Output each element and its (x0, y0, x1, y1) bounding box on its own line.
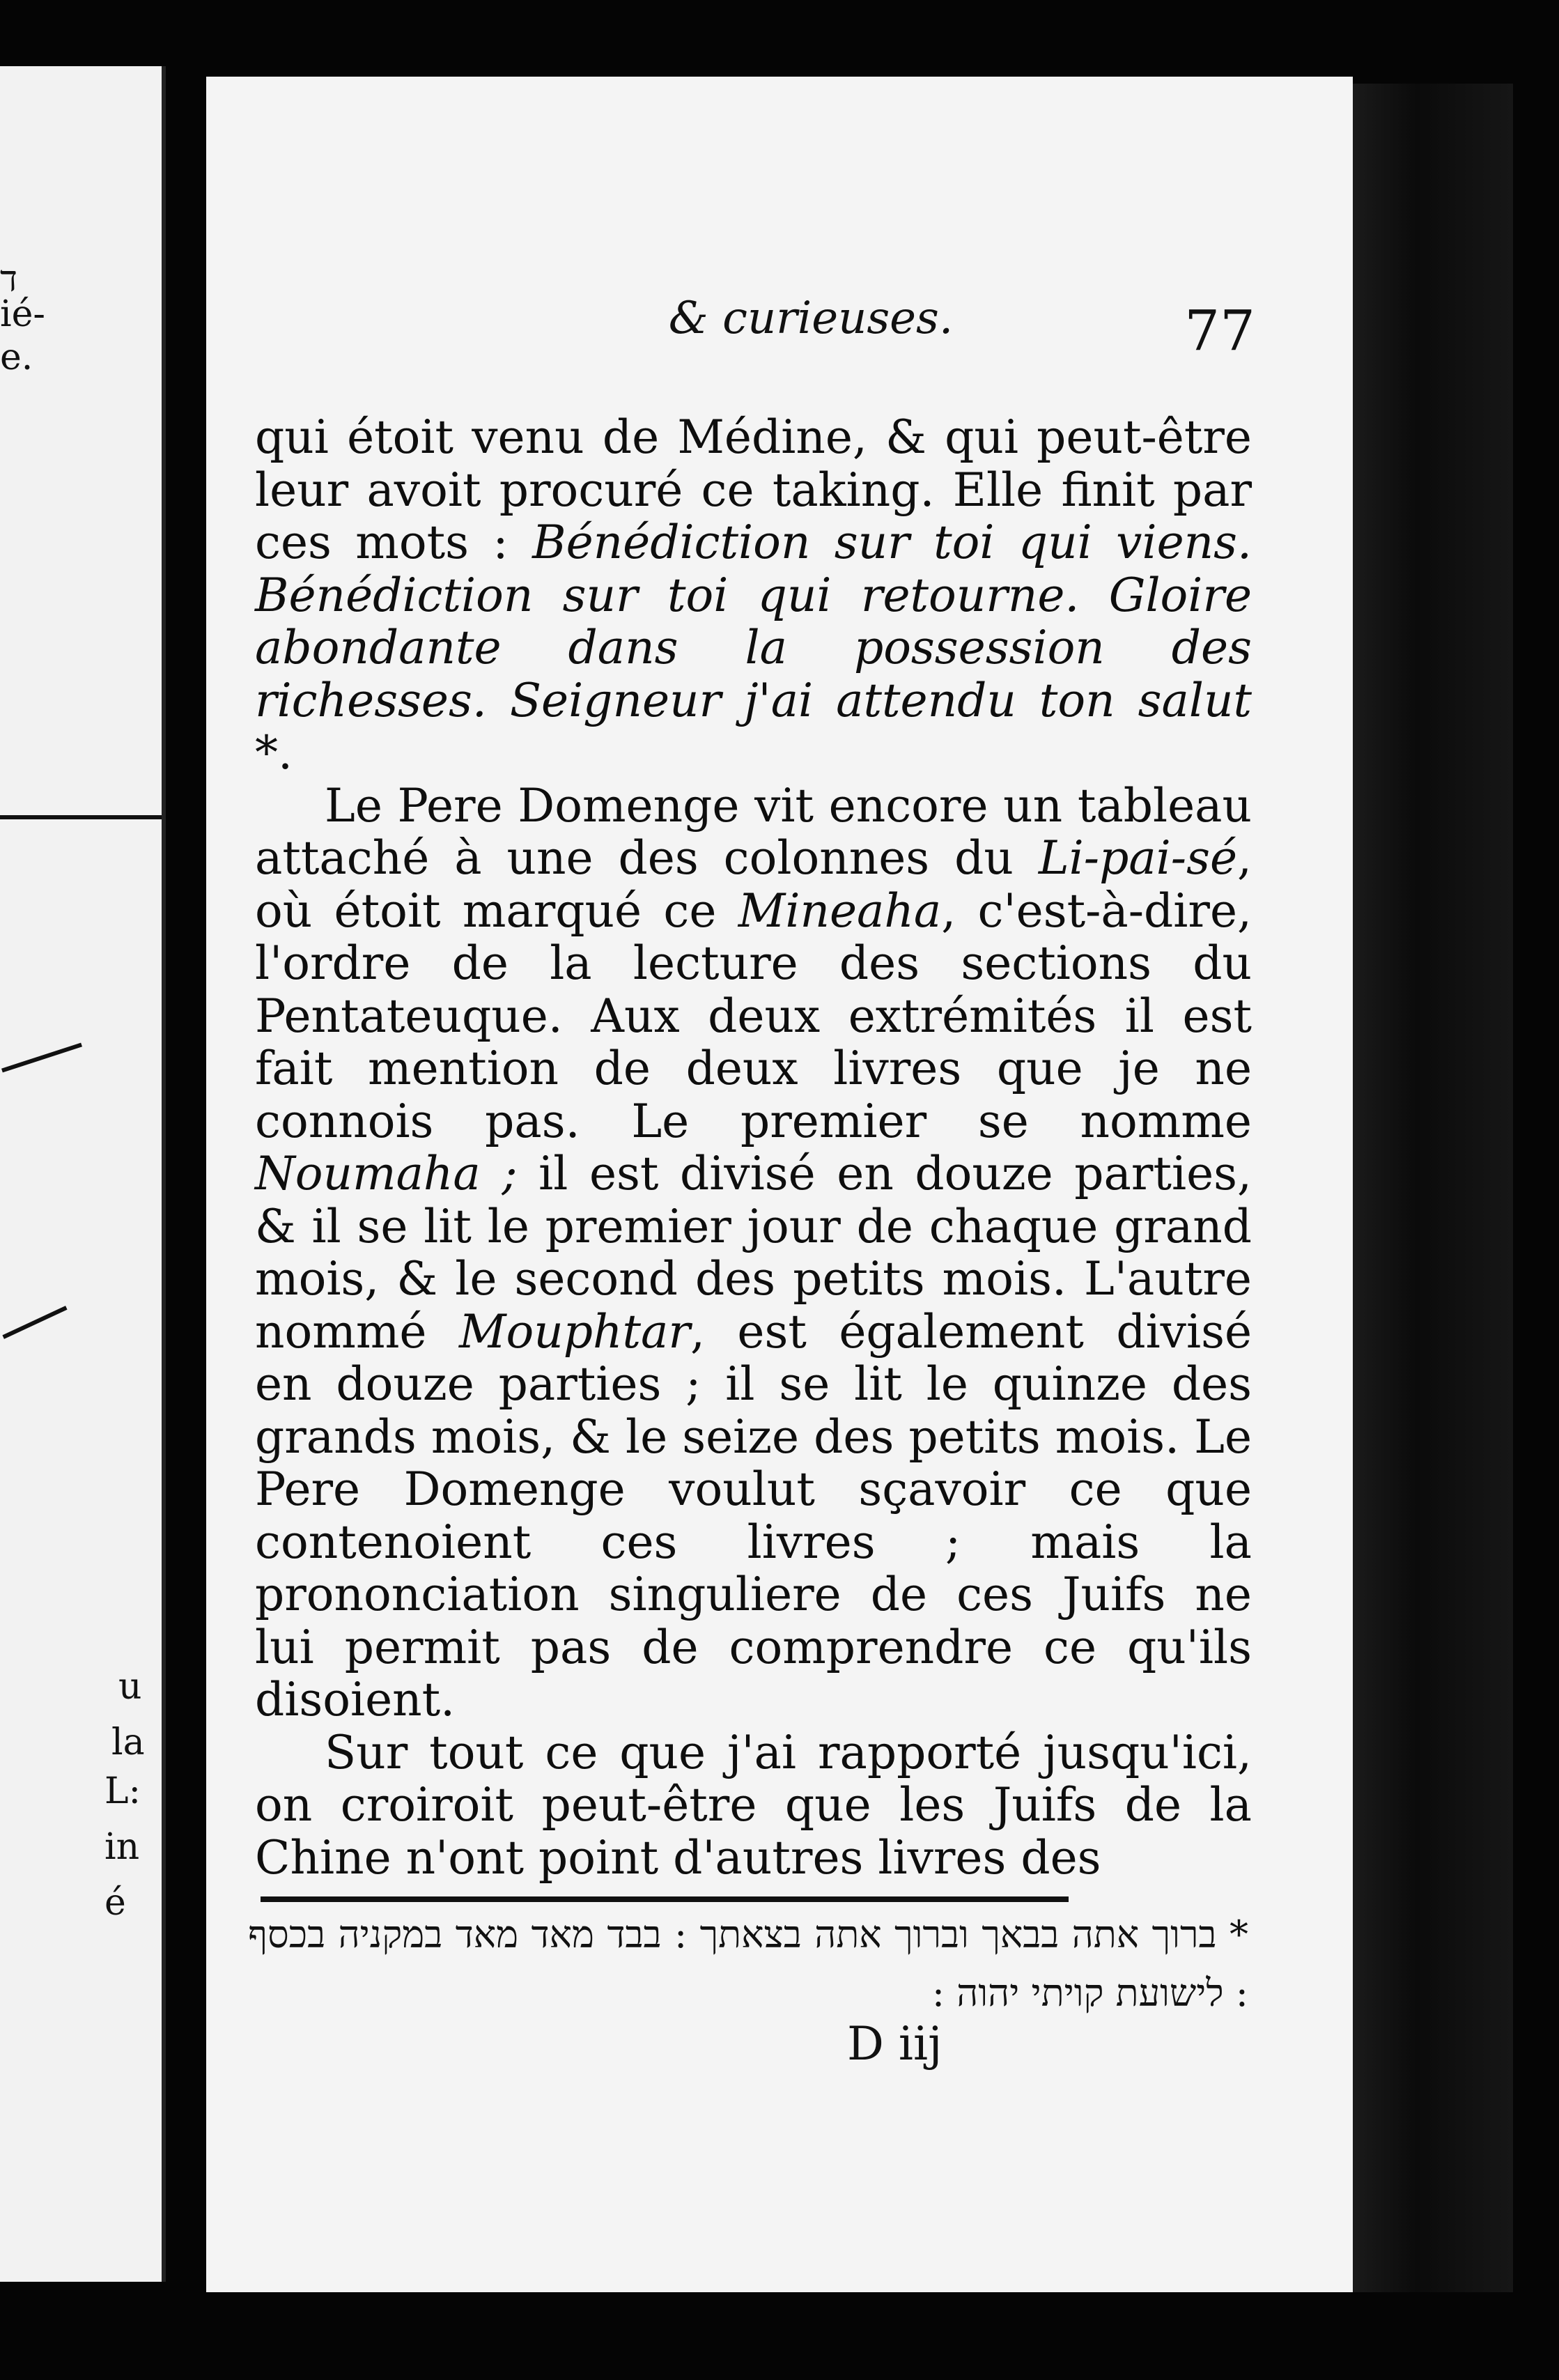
left-page-fragment (0, 66, 166, 2282)
text-run: , où étoit marqué ce (255, 831, 1252, 938)
paragraph (255, 411, 1252, 780)
paragraph (255, 780, 1252, 1726)
left-page-rule (0, 815, 162, 819)
italic-term: Li-pai-sé (1038, 831, 1238, 885)
left-page-text: L: (104, 1770, 141, 1812)
page-number: 77 (1184, 298, 1255, 363)
left-page-rule (1, 1043, 82, 1073)
left-page-text: e. (0, 337, 33, 378)
paragraph: Sur tout ce que j'ai rapporté jusqu'ici, on croiroit peut-être que les Juifs de la Chine n'ont point d'autres livres des (255, 1725, 1252, 1885)
italic-quote: Bénédiction sur toi qui viens. Bénédiction sur toi qui retourne. Gloire abondante dans la possession des richesses. Seigneur j'ai attendu ton salut (255, 516, 1252, 727)
text-run: qui étoit venu de Médine, & qui peut-être leur avoit procuré ce taking. Elle finit par ces mots : (255, 410, 1252, 569)
signature-mark: D iij (847, 2017, 943, 2071)
text-run: il est divisé en douze parties, & il se lit le premier jour de chaque grand mois, & le second des petits mois. L'autre nommé (255, 1147, 1252, 1359)
left-page-text: in (104, 1826, 140, 1868)
left-page-text: ié- (0, 293, 45, 335)
italic-term: Noumaha ; (255, 1147, 518, 1200)
text-run: Le Pere Domenge vit encore un tableau attaché à une des colonnes du (255, 778, 1252, 885)
book-page (206, 77, 1353, 2292)
footnote-rule (261, 1896, 1069, 1902)
footnote-mark: *. (255, 726, 293, 780)
book-edge (1353, 84, 1513, 2292)
page-header (311, 286, 1311, 362)
text-run: , c'est-à-dire, l'ordre de la lecture des sections du Pentateuque. Aux deux extrémités il est fait mention de deux livres que je ne connois pas. Le premier se nomme (255, 883, 1252, 1148)
left-page-text: ד (0, 258, 18, 300)
running-head: & curieuses. (668, 293, 954, 344)
italic-term: Mouphtar (458, 1304, 690, 1359)
left-page-text: la (111, 1722, 145, 1763)
text-run: , est également divisé en douze parties ; il se lit le quinze des grands mois, & le seize des petits mois. Le Pere Domenge voulut sçavoir ce que contenoient ces livres ; mais la prononciation singuliere de ces Juifs ne lui permit pas de comprendre ce qu'ils disoient. (255, 1304, 1252, 1726)
left-page-rule (2, 1306, 67, 1339)
body-text (255, 411, 1252, 1884)
italic-term: Mineaha (738, 883, 942, 938)
left-page-text: u (118, 1666, 142, 1708)
hebrew-footnote: * ברוך אתה בבאך וברוך אתה בצאתך : בבד מאד מאד במקניה בכסף : לישועת קויתי יהוה : (248, 1912, 1248, 2015)
left-page-text: é (104, 1882, 126, 1924)
